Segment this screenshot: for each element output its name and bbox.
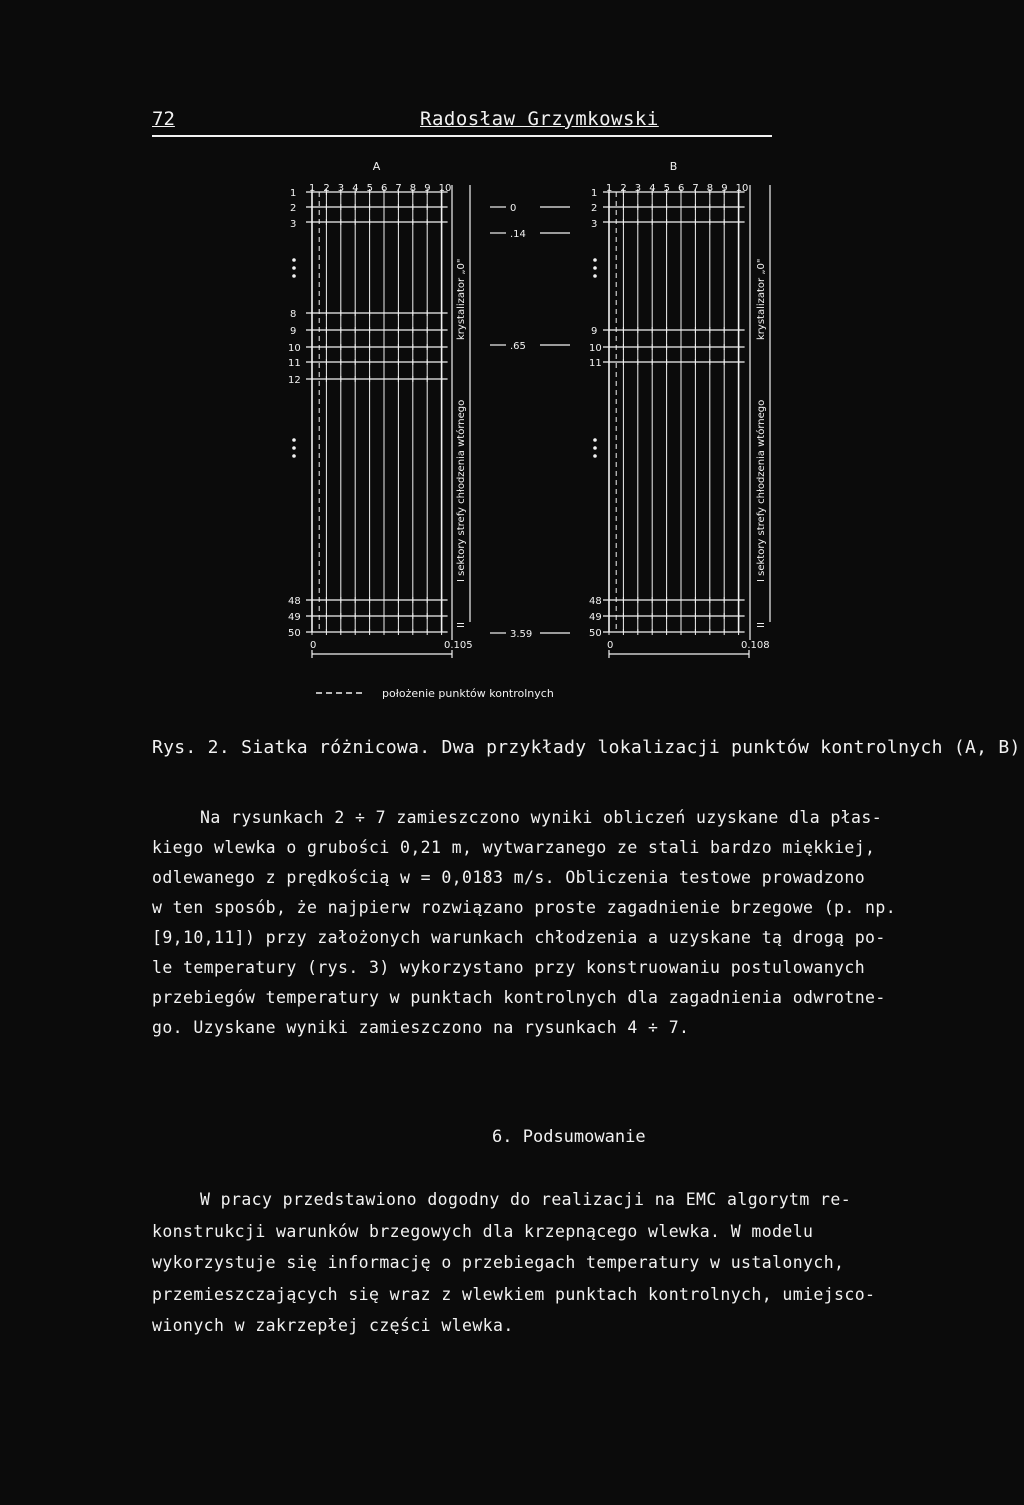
text-line: go. Uzyskane wyniki zamieszczono na rysunkach 4 ÷ 7. [152, 1018, 690, 1037]
column-number: 7 [692, 183, 699, 194]
row-number: 50 [288, 628, 301, 639]
section-heading [492, 1127, 646, 1147]
depth-mark-label: .14 [510, 229, 526, 240]
ellipsis-dot [292, 446, 296, 450]
panel-label: B [669, 160, 678, 173]
text-line: konstrukcji warunków brzegowych dla krzepnącego wlewka. W modelu [152, 1221, 814, 1241]
text-line: W pracy przedstawiono dogodny do realizacji na EMC algorytm re- [200, 1190, 852, 1209]
paragraph-results [152, 803, 932, 1043]
ellipsis-dot [292, 258, 296, 262]
row-number: 1 [591, 188, 598, 199]
section-title: Podsumowanie [522, 1127, 646, 1147]
column-number: 9 [721, 183, 728, 194]
ellipsis-dot [593, 258, 597, 262]
section-number: 6. [492, 1127, 513, 1147]
row-number: 9 [591, 326, 598, 337]
legend-label: położenie punktów kontrolnych [382, 687, 554, 700]
running-author: Radosław Grzymkowski [420, 108, 659, 130]
row-number: 2 [591, 203, 598, 214]
row-number: 3 [290, 219, 297, 230]
scale-end-label: 0.105 [444, 640, 473, 651]
row-number: 2 [290, 203, 297, 214]
row-number: 48 [288, 596, 301, 607]
column-number: 8 [409, 183, 417, 194]
zone-label-krystalizator: krystalizator „0" [456, 258, 467, 340]
zone-label-ii: II [456, 622, 467, 628]
text-line: le temperatury (rys. 3) wykorzystano przy konstruowaniu postulowanych [152, 958, 866, 977]
text-line: Na rysunkach 2 ÷ 7 zamieszczono wyniki obliczeń uzyskane dla płas- [200, 808, 883, 827]
column-number: 10 [735, 183, 749, 194]
ellipsis-dot [593, 438, 597, 442]
depth-mark-label: .65 [510, 341, 526, 352]
text-line: wykorzystuje się informację o przebiegach temperatury w ustalonych, [152, 1253, 845, 1272]
zone-label-secondary-cooling: I sektory strefy chłodzenia wtórnego [756, 399, 767, 582]
row-number: 10 [288, 343, 301, 354]
column-number: 3 [634, 183, 642, 194]
row-number: 3 [591, 219, 598, 230]
column-number: 4 [352, 183, 359, 194]
column-number: 6 [381, 183, 388, 194]
row-number: 49 [589, 612, 602, 623]
column-number: 2 [620, 183, 627, 194]
figure-caption: Rys. 2. Siatka różnicowa. Dwa przykłady lokalizacji punktów kontrolnych (A, B) [152, 737, 1021, 758]
zone-label-ii: II [756, 622, 767, 628]
column-number: 7 [395, 183, 402, 194]
zone-label-krystalizator: krystalizator „0" [756, 258, 767, 340]
column-number: 10 [438, 183, 452, 194]
header-rule [152, 135, 772, 137]
zone-label-secondary-cooling: I sektory strefy chłodzenia wtórnego [456, 399, 467, 582]
scale-start-label: 0 [607, 640, 614, 651]
row-number: 12 [288, 375, 301, 386]
panel-label: A [372, 160, 381, 173]
column-number: 2 [323, 183, 330, 194]
column-number: 1 [606, 183, 613, 194]
ellipsis-dot [292, 266, 296, 270]
page-number: 72 [152, 108, 175, 130]
text-line: w ten sposób, że najpierw rozwiązano proste zagadnienie brzegowe (p. np. [152, 898, 897, 917]
ellipsis-dot [593, 266, 597, 270]
ellipsis-dot [593, 454, 597, 458]
text-line: [9,10,11]) przy założonych warunkach chłodzenia a uzyskane tą drogą po- [152, 928, 886, 947]
column-number: 1 [309, 183, 316, 194]
row-number: 50 [589, 628, 602, 639]
row-number: 10 [589, 343, 602, 354]
depth-mark-label: 0 [510, 203, 517, 214]
text-line: przemieszczających się wraz z wlewkiem punktach kontrolnych, umiejsco- [152, 1284, 876, 1304]
page-header [152, 108, 772, 140]
text-line: kiego wlewka o grubości 0,21 m, wytwarzanego ze stali bardzo miękkiej, [152, 838, 876, 857]
ellipsis-dot [593, 446, 597, 450]
ellipsis-dot [292, 454, 296, 458]
depth-mark-label: 3.59 [510, 629, 533, 640]
column-number: 3 [337, 183, 345, 194]
ellipsis-dot [292, 438, 296, 442]
difference-grid-figure [0, 150, 1024, 710]
column-number: 5 [663, 183, 670, 194]
column-number: 9 [424, 183, 431, 194]
text-line: przebiegów temperatury w punktach kontrolnych dla zagadnienia odwrotne- [152, 988, 886, 1007]
row-number: 9 [290, 326, 297, 337]
paragraph-summary [152, 1184, 932, 1342]
row-number: 11 [589, 358, 602, 369]
text-line: odlewanego z prędkością w = 0,0183 m/s. Obliczenia testowe prowadzono [152, 868, 866, 887]
ellipsis-dot [593, 274, 597, 278]
column-number: 6 [678, 183, 685, 194]
row-number: 49 [288, 612, 301, 623]
column-number: 4 [649, 183, 656, 194]
row-number: 8 [290, 309, 297, 320]
row-number: 11 [288, 358, 301, 369]
text-line: wionych w zakrzepłej części wlewka. [152, 1316, 514, 1335]
column-number: 8 [706, 183, 714, 194]
scale-end-label: 0.108 [741, 640, 770, 651]
scale-start-label: 0 [310, 640, 317, 651]
row-number: 1 [290, 188, 297, 199]
column-number: 5 [366, 183, 373, 194]
row-number: 48 [589, 596, 602, 607]
ellipsis-dot [292, 274, 296, 278]
